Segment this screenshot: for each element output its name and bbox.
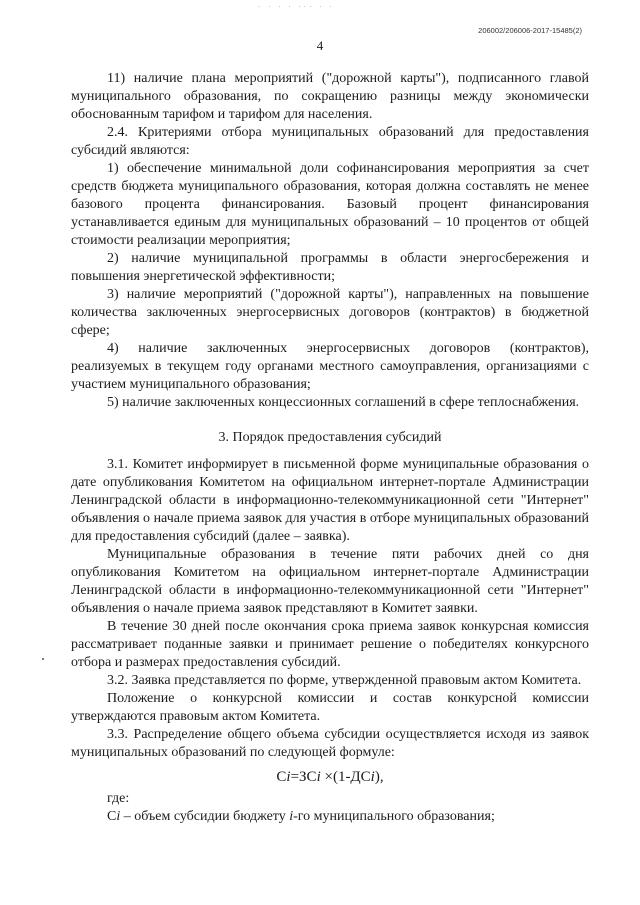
formula-part: ×(1-ДС [320,769,371,785]
page-number: 4 [316,38,324,53]
paragraph: В течение 30 дней после окончания срока приема заявок конкурсная комиссия рассматривает поданные заявки и принимает решение о победителях конкурсного отбора и размерах предоставления субсидий. [71,619,589,670]
where-label: где: [107,791,130,806]
paragraph: Положение о конкурсной комиссии и состав конкурсной комиссии утверждаются правовым актом Комитета. [71,691,589,724]
formula [71,768,589,786]
definition-line [71,808,589,826]
formula-part: C [276,769,287,785]
paragraph: Муниципальные образования в течение пяти рабочих дней со дня опубликования Комитетом на официальном интернет-портале Администрации Ленинградской области в информационно-телекоммуникационной сети "Интернет" объявления о начале приема заявок представляют в Комитет заявки. [71,547,589,616]
scan-artifact: · · · · ··· · · [258,3,335,11]
paragraph: 5) наличие заключенных концессионных соглашений в сфере теплоснабжения. [107,395,580,410]
section-heading: 3. Порядок предоставления субсидий [218,430,442,445]
paragraph: 2.4. Критериями отбора муниципальных образований для предоставления субсидий являются: [71,125,589,158]
formula-part: ), [374,769,384,785]
scan-dot [42,658,44,660]
paragraph: 3.2. Заявка представляется по форме, утвержденной правовым актом Комитета. [107,673,582,688]
formula-index: i [316,769,321,785]
def-text: – объем субсидии бюджету [120,809,290,824]
def-index: i [289,809,294,824]
formula-part: =ЗС [290,769,317,785]
formula-index: i [370,769,375,785]
document-id: 206002/206006-2017-15485(2) [478,26,582,35]
paragraph: 2) наличие муниципальной программы в области энергосбережения и повышения энергетической эффективности; [71,251,589,284]
def-symbol: C [107,809,117,824]
paragraph: 3) наличие мероприятий ("дорожной карты"), направленных на повышение количества заключенных энергосервисных договоров (контрактов) в бюджетной сфере; [71,287,589,338]
document-body [71,70,589,826]
def-text: -го муниципального образования; [293,809,495,824]
paragraph: 3.1. Комитет информирует в письменной форме муниципальные образования о дате опубликования Комитетом на официальном интернет-портале Администрации Ленинградской области в информационно-телекоммуникационной сети "Интернет" объявления о начале приема заявок для участия в отборе муниципальных образований для предоставления субсидий (далее – заявка). [71,457,589,544]
paragraph: 3.3. Распределение общего объема субсидии осуществляется исходя из заявок муниципальных образований по следующей формуле: [71,727,589,760]
paragraph: 4) наличие заключенных энергосервисных договоров (контрактов), реализуемых в текущем году органами местного самоуправления, организациями с участием муниципального образования; [71,341,589,392]
paragraph: 1) обеспечение минимальной доли софинансирования мероприятия за счет средств бюджета муниципального образования, которая должна составлять не менее базового процента финансирования. Базовый процент финансирования устанавливается единым для муниципальных образований – 10 процентов от общей стоимости реализации мероприятия; [71,161,589,248]
paragraph: 11) наличие плана мероприятий ("дорожной карты"), подписанного главой муниципального образования, по сокращению разницы между экономически обоснованным тарифом и тарифом для населения. [71,71,589,122]
def-index: i [116,809,121,824]
formula-index: i [286,769,291,785]
